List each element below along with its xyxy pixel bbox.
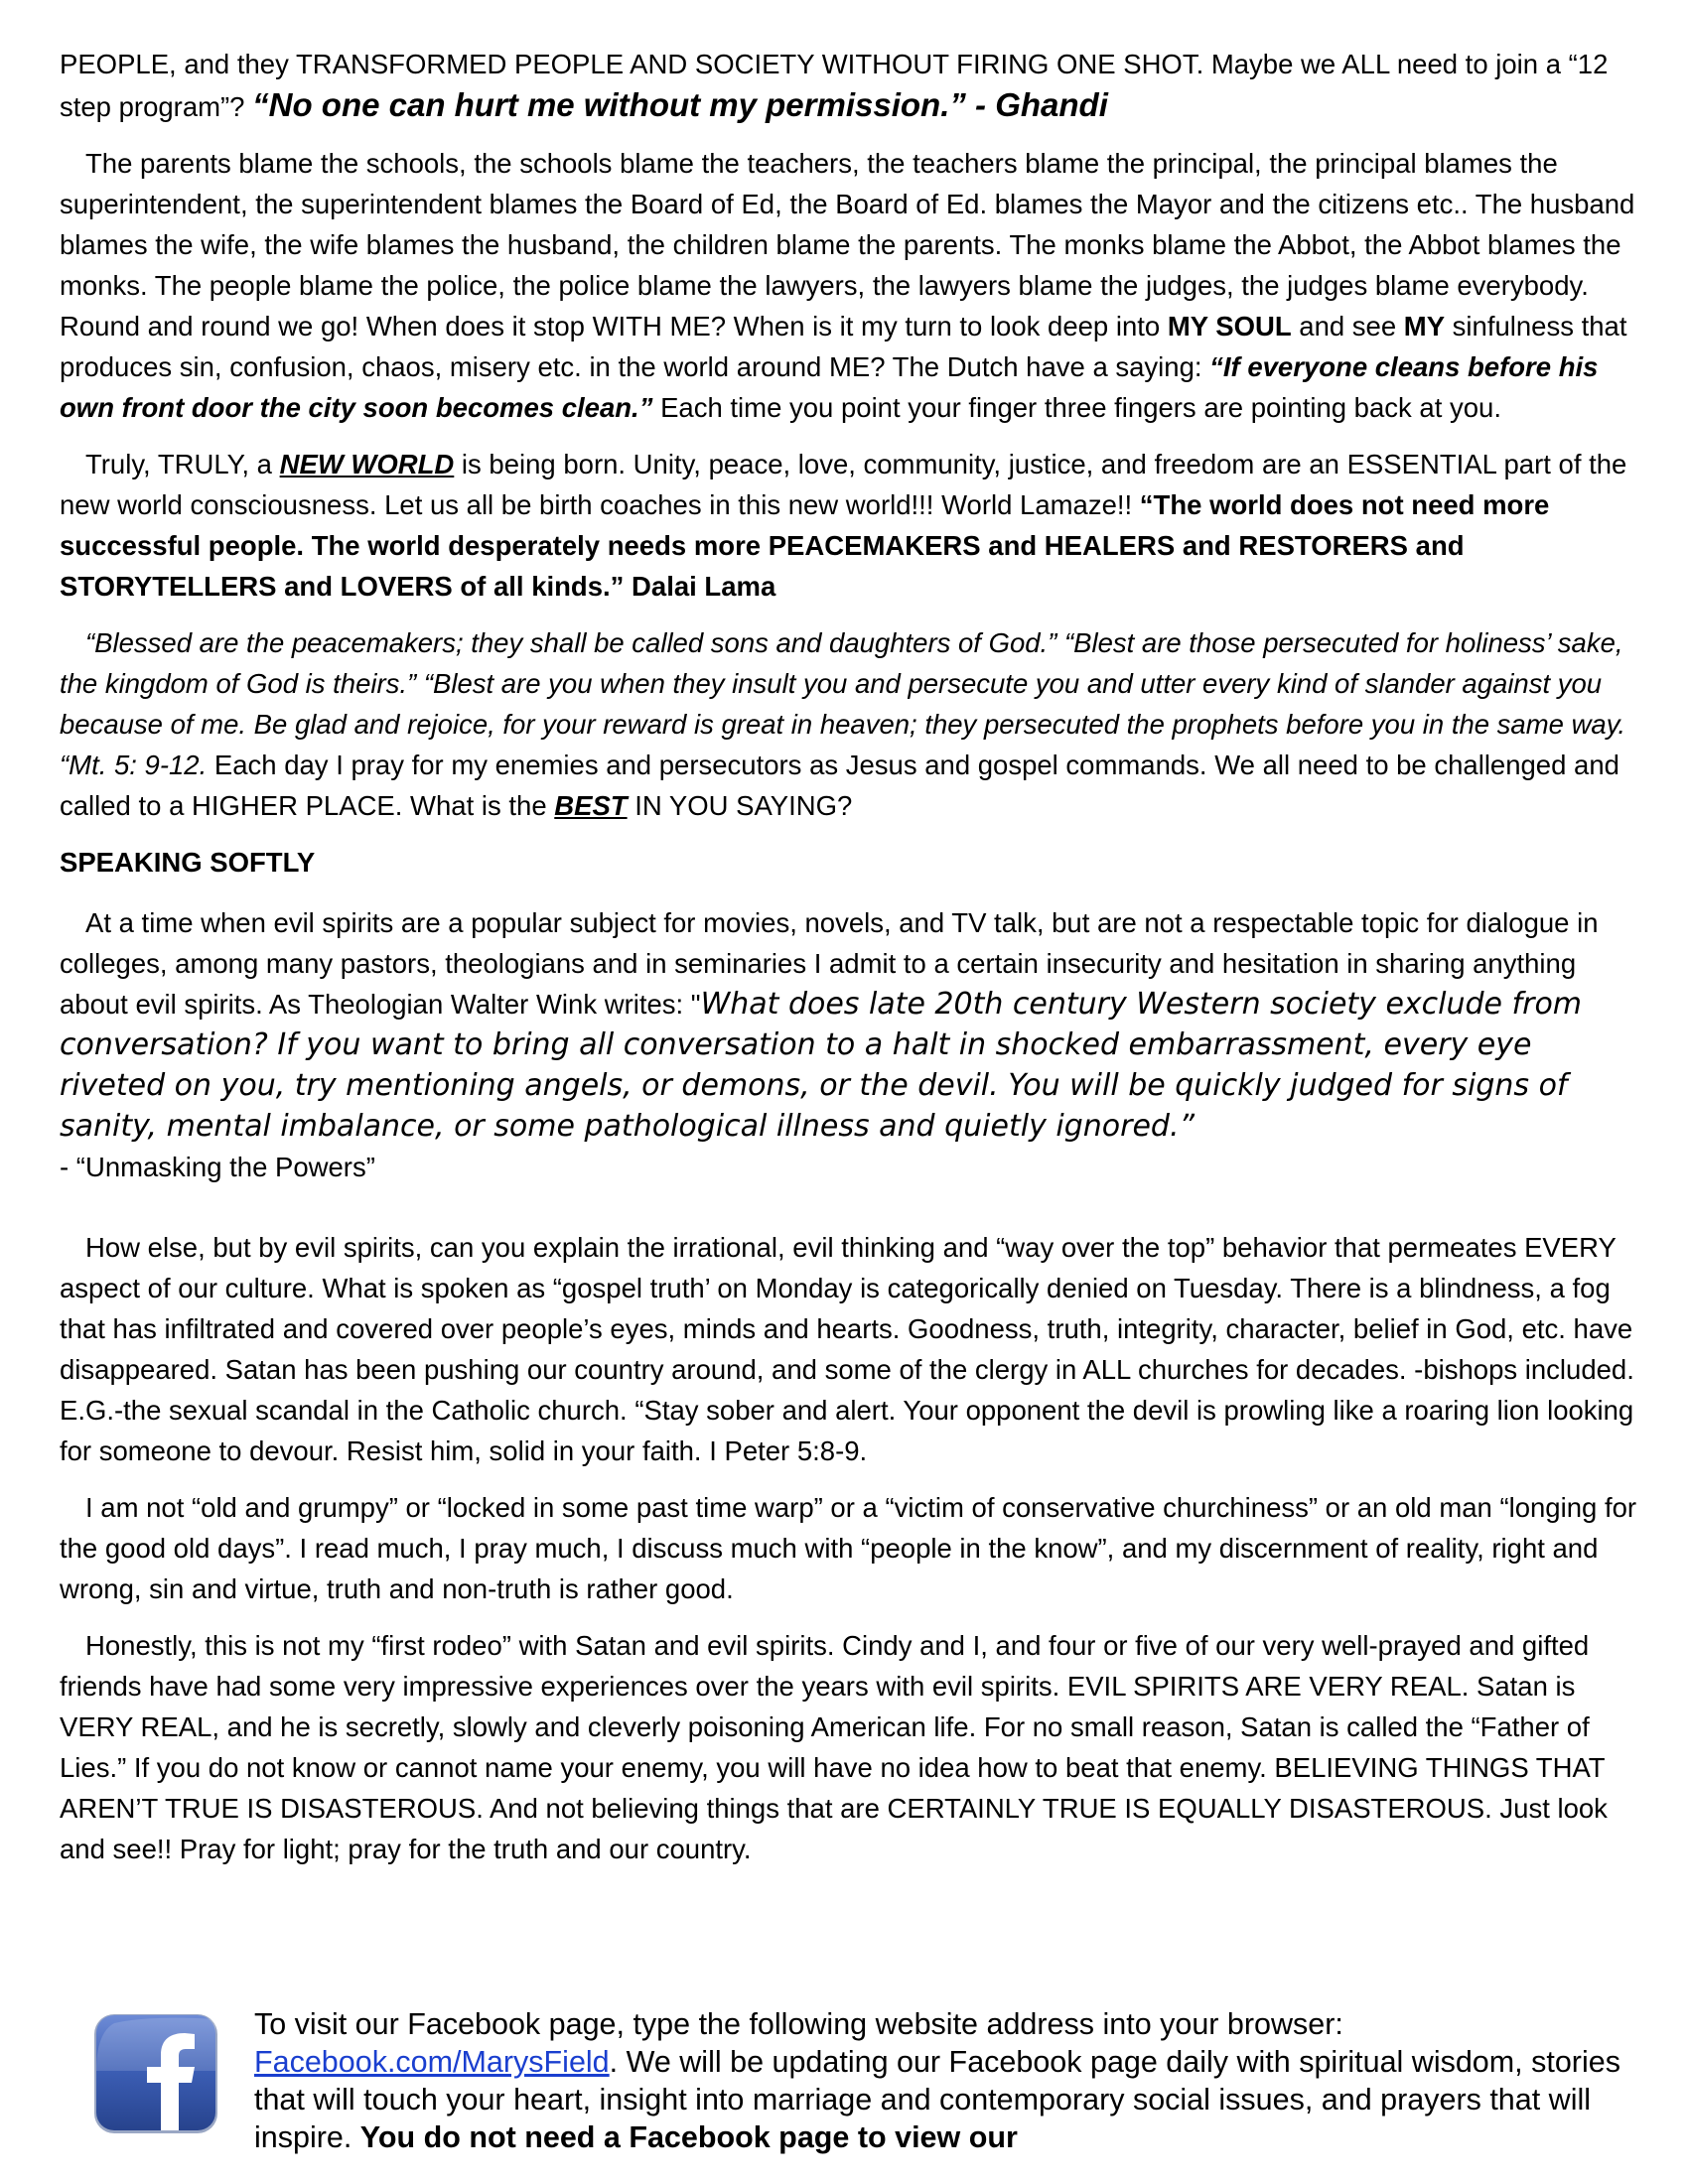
facebook-intro: To visit our Facebook page, type the following website address into your browser: xyxy=(254,2007,1343,2041)
new-world-text: Truly, TRULY, a xyxy=(85,449,280,479)
facebook-text xyxy=(254,2005,1624,2156)
facebook-link[interactable]: Facebook.com/MarysField xyxy=(254,2045,610,2079)
paragraph-beatitudes xyxy=(60,622,1638,826)
my-emphasis: MY xyxy=(1403,311,1446,341)
ghandi-quote: “No one can hurt me without my permission.” - Ghandi xyxy=(252,86,1108,123)
section-heading: SPEAKING SOFTLY xyxy=(60,847,316,878)
beatitudes-quote: “Blessed are the peacemakers; they shall be called sons and daughters of God.” “Blest are those persecuted for holiness’ sake, the kingdom of God is theirs.” “Blest are you when they insult you and persecute you and utter every kind of slander against you because of me. Be glad and rejoice, for your reward is great in heaven; they persecuted the prophets before you in the same way. “Mt. 5: 9-12. xyxy=(60,627,1626,780)
paragraph-evil-spirits xyxy=(60,902,1638,1147)
blame-text-3: sinfulness that produces sin, confusion, chaos, misery etc. in the world around ME? The Dutch have a saying: xyxy=(60,311,1627,382)
paragraph-rodeo: Honestly, this is not my “first rodeo” with Satan and evil spirits. Cindy and I, and four or five of our very well-prayed and gifted friends have had some very impressive experiences over the years with evil spirits. EVIL SPIRITS ARE VERY REAL. Satan is VERY REAL, and he is secretly, slowly and cleverly poisoning American life. For no small reason, Satan is called the “Father of Lies.” If you do not know or cannot name your enemy, you will have no idea how to beat that enemy. BELIEVING THINGS THAT AREN’T TRUE IS DISASTEROUS. And not believing things that are CERTAINLY TRUE IS EQUALLY DISASTEROUS. Just look and see!! Pray for light; pray for the truth and our country. xyxy=(60,1630,1608,1864)
dutch-saying: “If everyone cleans before his own front door the city soon becomes clean.” xyxy=(60,351,1599,423)
paragraph-intro xyxy=(60,44,1638,127)
new-world-emphasis: NEW WORLD xyxy=(279,449,455,479)
blame-text: The parents blame the schools, the schools blame the teachers, the teachers blame the principal, the principal blames the superintendent, the superintendent blames the Board of Ed, the Board of Ed. blames the Mayor and the citizens etc.. The husband blames the wife, the wife blames the husband, the children blame the parents. The monks blame the Abbot, the Abbot blames the monks. The people blame the police, the police blame the lawyers, the lawyers blame the judges, the judges blame everybody. Round and round we go! When does it stop WITH ME? When is it my turn to look deep into xyxy=(60,148,1635,341)
beatitudes-text-2: IN YOU SAYING? xyxy=(627,790,853,821)
facebook-section xyxy=(91,2005,1640,2184)
facebook-description: . We will be updating our Facebook page daily with spiritual wisdom, stories that will touch your heart, insight into marriage and contemporary social issues, and prayers that will inspire. xyxy=(254,2045,1620,2154)
evil-spirits-text: At a time when evil spirits are a popular subject for movies, novels, and TV talk, but are not a respectable topic for dialogue in colleges, among many pastors, theologians and in seminaries I admit to a certain insecurity and hesitation in sharing anything about evil spirits. As Theologian Walter Wink writes: " xyxy=(60,907,1599,1020)
my-soul-emphasis: MY SOUL xyxy=(1167,311,1292,341)
facebook-bold-note: You do not need a Facebook page to view our xyxy=(359,2120,1018,2154)
document-body xyxy=(60,44,1638,1885)
wink-quote: What does late 20th century Western society exclude from conversation? If you want to bring all conversation to a halt in shocked embarrassment, every eye riveted on you, try mentioning angels, or demons, or the devil. You will be quickly judged for signs of sanity, mental imbalance, or some pathological illness and quietly ignored.” xyxy=(60,987,1583,1144)
new-world-text-2: is being born. Unity, peace, love, community, justice, and freedom are an ESSENTIAL part of the new world consciousness. Let us all be birth coaches in this new world!!! World Lamaze!! xyxy=(60,449,1627,520)
beatitudes-text: Each day I pray for my enemies and persecutors as Jesus and gospel commands. We all need to be challenged and called to a HIGHER PLACE. What is the xyxy=(60,750,1619,821)
paragraph-blame xyxy=(60,143,1638,428)
facebook-icon[interactable] xyxy=(91,2011,220,2140)
best-emphasis: BEST xyxy=(554,790,628,821)
blame-text-4: Each time you point your finger three fingers are pointing back at you. xyxy=(652,392,1501,423)
dalai-lama-quote: “The world does not need more successful people. The world desperately needs more PEACEMAKERS and HEALERS and RESTORERS and STORYTELLERS and LOVERS of all kinds.” Dalai Lama xyxy=(60,489,1550,602)
paragraph-not-old: I am not “old and grumpy” or “locked in some past time warp” or a “victim of conservative churchiness” or an old man “longing for the good old days”. I read much, I pray much, I discuss much with “people in the know”, and my discernment of reality, right and wrong, sin and virtue, truth and non-truth is rather good. xyxy=(60,1492,1637,1604)
blame-text-2: and see xyxy=(1291,311,1404,341)
paragraph-new-world xyxy=(60,444,1638,607)
wink-attribution: - “Unmasking the Powers” xyxy=(60,1152,375,1182)
paragraph-how-else: How else, but by evil spirits, can you explain the irrational, evil thinking and “way over the top” behavior that permeates EVERY aspect of our culture. What is spoken as “gospel truth’ on Monday is categorically denied on Tuesday. There is a blindness, a fog that has infiltrated and covered over people’s eyes, minds and hearts. Goodness, truth, integrity, character, belief in God, etc. have disappeared. Satan has been pushing our country around, and some of the clergy in ALL churches for decades. -bishops included. E.G.-the sexual scandal in the Catholic church. “Stay sober and alert. Your opponent the devil is prowling like a roaring lion looking for someone to devour. Resist him, solid in your faith. I Peter 5:8-9. xyxy=(60,1232,1634,1466)
intro-text: PEOPLE, and they TRANSFORMED PEOPLE AND SOCIETY WITHOUT FIRING ONE SHOT. Maybe we ALL need to join a “12 step program”? xyxy=(60,49,1609,122)
